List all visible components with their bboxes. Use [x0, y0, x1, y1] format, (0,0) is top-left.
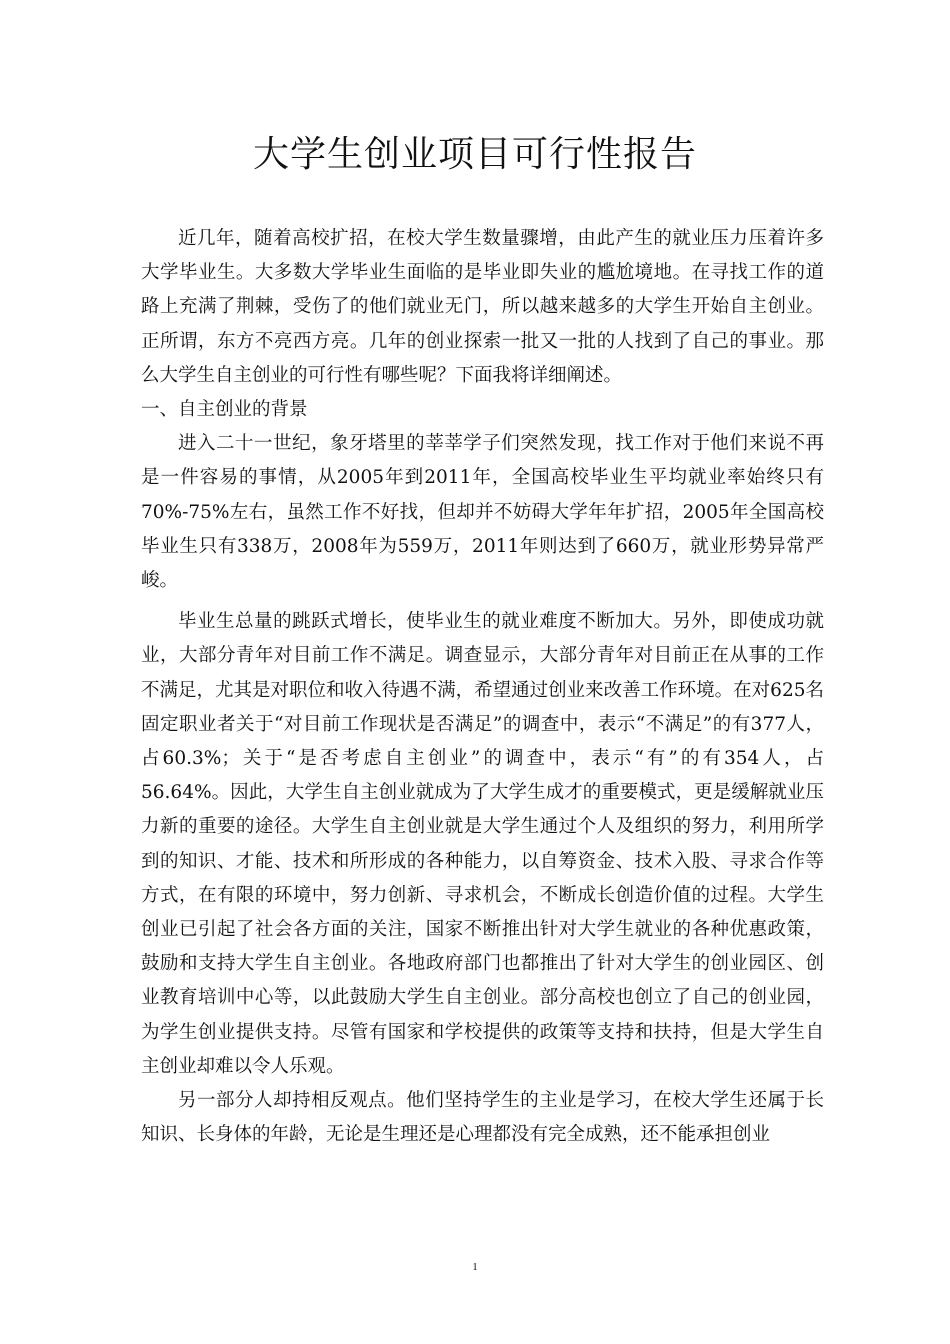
- section-heading: 一、自主创业的背景: [141, 399, 308, 421]
- document-title: 大学生创业项目可行性报告: [252, 134, 697, 175]
- document-body: [141, 222, 824, 1152]
- page-number: 1: [472, 1261, 478, 1273]
- paragraph-opposing-view: 另一部分人却持相反观点。他们坚持学生的主业是学习，在校大学生还属于长知识、长身体的年龄，无论是生理还是心理都没有完全成熟，还不能承担创业: [141, 1090, 824, 1146]
- paragraph-graduates: 毕业生总量的跳跃式增长，使毕业生的就业难度不断加大。另外，即使成功就业，大部分青年对目前工作不满足。调查显示，大部分青年对目前正在从事的工作不满足，尤其是对职位和收入待遇不满，希望通过创业来改善工作环境。在对625名固定职业者关于“对目前工作现状是否满足”的调查中，表示“不满足”的有377人，占60.3%；关于“是否考虑自主创业”的调查中，表示“有”的有354人，占56.64%。因此，大学生自主创业就成为了大学生成才的重要模式，更是缓解就业压力新的重要的途径。大学生自主创业就是大学生通过个人及组织的努力，利用所学到的知识、才能、技术和所形成的各种能力，以自筹资金、技术入股、寻求合作等方式，在有限的环境中，努力创新、寻求机会，不断成长创造价值的过程。大学生创业已引起了社会各方面的关注，国家不断推出针对大学生就业的各种优惠政策，鼓励和支持大学生自主创业。各地政府部门也都推出了针对大学生的创业园区、创业教育培训中心等，以此鼓励大学生自主创业。部分高校也创立了自己的创业园，为学生创业提供支持。尽管有国家和学校提供的政策等支持和扶持，但是大学生自主创业却难以令人乐观。: [141, 611, 824, 1077]
- paragraph-intro: 近几年，随着高校扩招，在校大学生数量骤增，由此产生的就业压力压着许多大学毕业生。大多数大学毕业生面临的是毕业即失业的尴尬境地。在寻找工作的道路上充满了荆棘，受伤了的他们就业无门，所以越来越多的大学生开始自主创业。正所谓，东方不亮西方亮。几年的创业探索一批又一批的人找到了自己的事业。那么大学生自主创业的可行性有哪些呢？下面我将详细阐述。: [141, 228, 824, 386]
- paragraph-background: 进入二十一世纪，象牙塔里的莘莘学子们突然发现，找工作对于他们来说不再是一件容易的事情，从2005年到2011年，全国高校毕业生平均就业率始终只有70%-75%左右，虽然工作不好找，但却并不妨碍大学年年扩招，2005年全国高校毕业生只有338万，2008年为559万，2011年则达到了660万，就业形势异常严峻。: [141, 433, 824, 592]
